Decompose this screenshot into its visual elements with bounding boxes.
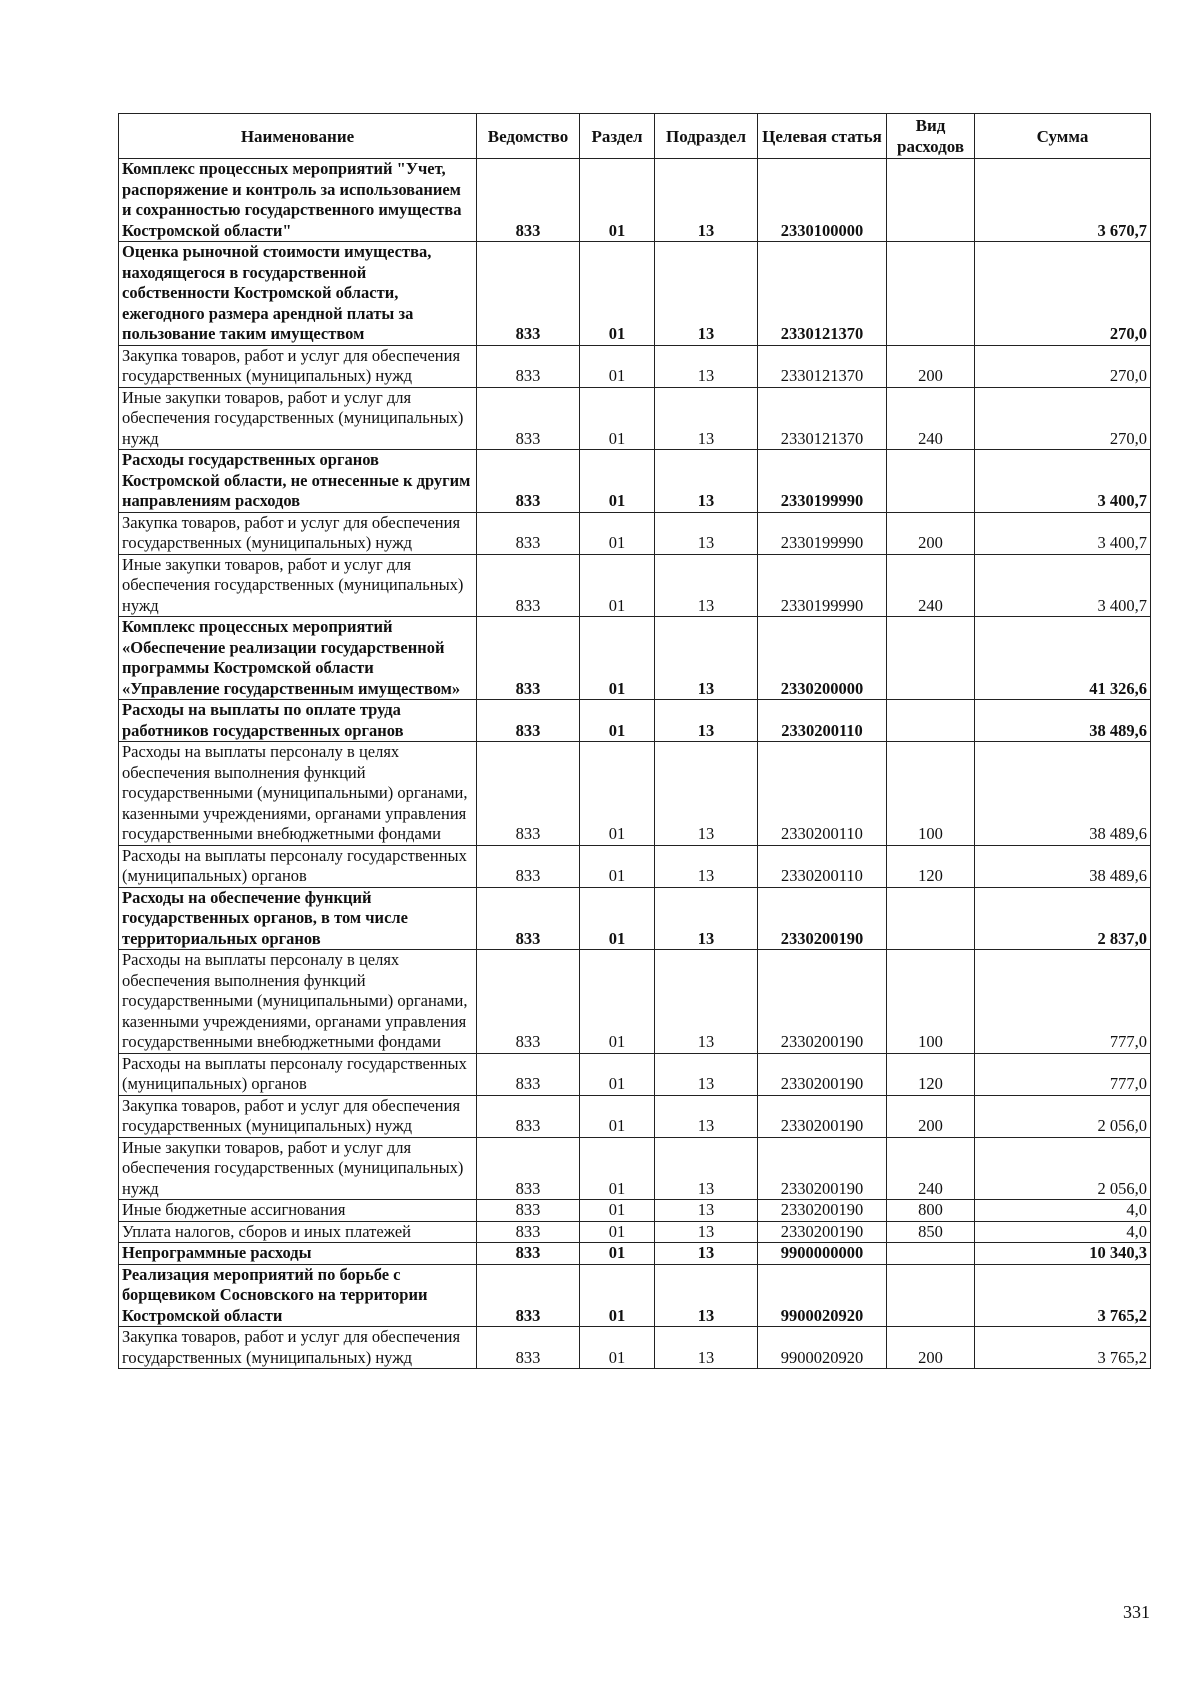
table-row xyxy=(119,700,1151,742)
cell-dept: 833 xyxy=(477,1053,580,1095)
cell-section: 01 xyxy=(580,554,655,617)
cell-type xyxy=(887,242,975,346)
cell-section: 01 xyxy=(580,1137,655,1200)
cell-section: 01 xyxy=(580,1200,655,1222)
table-row xyxy=(119,1243,1151,1265)
cell-subsection: 13 xyxy=(655,950,758,1054)
cell-target: 2330200190 xyxy=(758,1095,887,1137)
cell-name: Закупка товаров, работ и услуг для обеспечения государственных (муниципальных) нужд xyxy=(119,1327,477,1369)
cell-dept: 833 xyxy=(477,845,580,887)
cell-target: 2330200000 xyxy=(758,617,887,700)
cell-dept: 833 xyxy=(477,887,580,950)
cell-amount: 38 489,6 xyxy=(975,700,1151,742)
cell-target: 9900000000 xyxy=(758,1243,887,1265)
header-type: Вид расходов xyxy=(887,114,975,159)
table-row xyxy=(119,554,1151,617)
table-body xyxy=(119,159,1151,1369)
cell-name: Расходы государственных органов Костромской области, не отнесенные к другим направлениям расходов xyxy=(119,450,477,513)
cell-section: 01 xyxy=(580,950,655,1054)
cell-name: Иные закупки товаров, работ и услуг для обеспечения государственных (муниципальных) нужд xyxy=(119,554,477,617)
cell-section: 01 xyxy=(580,1221,655,1243)
cell-dept: 833 xyxy=(477,1264,580,1327)
cell-section: 01 xyxy=(580,450,655,513)
cell-type xyxy=(887,1243,975,1265)
cell-type xyxy=(887,159,975,242)
cell-target: 2330200190 xyxy=(758,950,887,1054)
header-target: Целевая статья xyxy=(758,114,887,159)
cell-subsection: 13 xyxy=(655,1221,758,1243)
header-amount: Сумма xyxy=(975,114,1151,159)
cell-name: Расходы на выплаты персоналу государственных (муниципальных) органов xyxy=(119,845,477,887)
cell-amount: 41 326,6 xyxy=(975,617,1151,700)
table-row xyxy=(119,950,1151,1054)
cell-amount: 270,0 xyxy=(975,387,1151,450)
cell-name: Расходы на выплаты персоналу государственных (муниципальных) органов xyxy=(119,1053,477,1095)
cell-subsection: 13 xyxy=(655,387,758,450)
cell-type: 800 xyxy=(887,1200,975,1222)
cell-dept: 833 xyxy=(477,1137,580,1200)
cell-section: 01 xyxy=(580,1095,655,1137)
cell-type: 200 xyxy=(887,512,975,554)
cell-name: Непрограммные расходы xyxy=(119,1243,477,1265)
cell-subsection: 13 xyxy=(655,1243,758,1265)
cell-amount: 3 400,7 xyxy=(975,512,1151,554)
cell-name: Иные бюджетные ассигнования xyxy=(119,1200,477,1222)
cell-name: Уплата налогов, сборов и иных платежей xyxy=(119,1221,477,1243)
cell-name: Реализация мероприятий по борьбе с борщевиком Сосновского на территории Костромской области xyxy=(119,1264,477,1327)
cell-target: 2330200190 xyxy=(758,1137,887,1200)
cell-subsection: 13 xyxy=(655,554,758,617)
cell-dept: 833 xyxy=(477,1243,580,1265)
cell-amount: 3 670,7 xyxy=(975,159,1151,242)
cell-subsection: 13 xyxy=(655,617,758,700)
cell-dept: 833 xyxy=(477,345,580,387)
cell-dept: 833 xyxy=(477,512,580,554)
header-dept: Ведомство xyxy=(477,114,580,159)
cell-type: 240 xyxy=(887,554,975,617)
table-row xyxy=(119,887,1151,950)
cell-type: 200 xyxy=(887,1095,975,1137)
cell-section: 01 xyxy=(580,1327,655,1369)
table-row xyxy=(119,345,1151,387)
header-row xyxy=(119,114,1151,159)
cell-amount: 2 056,0 xyxy=(975,1095,1151,1137)
cell-target: 2330121370 xyxy=(758,387,887,450)
cell-target: 2330200110 xyxy=(758,845,887,887)
cell-target: 2330200190 xyxy=(758,1053,887,1095)
cell-type: 850 xyxy=(887,1221,975,1243)
table-row xyxy=(119,1221,1151,1243)
cell-name: Расходы на выплаты персоналу в целях обеспечения выполнения функций государственными (муниципальными) органами, казенными учреждениями, органами управления государственными внебюджетными фондами xyxy=(119,742,477,846)
cell-section: 01 xyxy=(580,512,655,554)
table-row xyxy=(119,512,1151,554)
cell-subsection: 13 xyxy=(655,742,758,846)
cell-name: Комплекс процессных мероприятий "Учет, распоряжение и контроль за использованием и сохранностью государственного имущества Костромской области" xyxy=(119,159,477,242)
cell-dept: 833 xyxy=(477,242,580,346)
cell-amount: 3 400,7 xyxy=(975,554,1151,617)
cell-name: Закупка товаров, работ и услуг для обеспечения государственных (муниципальных) нужд xyxy=(119,1095,477,1137)
cell-name: Закупка товаров, работ и услуг для обеспечения государственных (муниципальных) нужд xyxy=(119,345,477,387)
table-row xyxy=(119,450,1151,513)
cell-target: 2330121370 xyxy=(758,242,887,346)
cell-type: 200 xyxy=(887,345,975,387)
cell-subsection: 13 xyxy=(655,1053,758,1095)
cell-section: 01 xyxy=(580,1264,655,1327)
cell-target: 9900020920 xyxy=(758,1264,887,1327)
cell-type xyxy=(887,450,975,513)
table-row xyxy=(119,242,1151,346)
cell-subsection: 13 xyxy=(655,242,758,346)
cell-dept: 833 xyxy=(477,1221,580,1243)
cell-section: 01 xyxy=(580,617,655,700)
cell-target: 9900020920 xyxy=(758,1327,887,1369)
table-row xyxy=(119,845,1151,887)
cell-type: 120 xyxy=(887,1053,975,1095)
cell-subsection: 13 xyxy=(655,1264,758,1327)
cell-type xyxy=(887,700,975,742)
cell-dept: 833 xyxy=(477,617,580,700)
cell-section: 01 xyxy=(580,159,655,242)
cell-dept: 833 xyxy=(477,1200,580,1222)
cell-dept: 833 xyxy=(477,387,580,450)
cell-section: 01 xyxy=(580,742,655,846)
budget-table xyxy=(118,113,1151,1369)
table-row xyxy=(119,1095,1151,1137)
cell-section: 01 xyxy=(580,387,655,450)
table-row xyxy=(119,159,1151,242)
header-subsection: Подраздел xyxy=(655,114,758,159)
cell-subsection: 13 xyxy=(655,159,758,242)
cell-amount: 38 489,6 xyxy=(975,845,1151,887)
cell-subsection: 13 xyxy=(655,512,758,554)
table-row xyxy=(119,387,1151,450)
table-row xyxy=(119,1053,1151,1095)
cell-subsection: 13 xyxy=(655,700,758,742)
cell-section: 01 xyxy=(580,700,655,742)
cell-type: 240 xyxy=(887,1137,975,1200)
table-row xyxy=(119,742,1151,846)
cell-target: 2330199990 xyxy=(758,554,887,617)
cell-section: 01 xyxy=(580,345,655,387)
header-section: Раздел xyxy=(580,114,655,159)
cell-subsection: 13 xyxy=(655,345,758,387)
cell-subsection: 13 xyxy=(655,1327,758,1369)
cell-amount: 2 837,0 xyxy=(975,887,1151,950)
cell-subsection: 13 xyxy=(655,1137,758,1200)
cell-target: 2330199990 xyxy=(758,450,887,513)
cell-type xyxy=(887,617,975,700)
cell-section: 01 xyxy=(580,242,655,346)
cell-amount: 270,0 xyxy=(975,242,1151,346)
cell-target: 2330100000 xyxy=(758,159,887,242)
cell-section: 01 xyxy=(580,845,655,887)
cell-section: 01 xyxy=(580,1243,655,1265)
cell-amount: 3 765,2 xyxy=(975,1327,1151,1369)
cell-type: 100 xyxy=(887,742,975,846)
cell-type: 120 xyxy=(887,845,975,887)
cell-dept: 833 xyxy=(477,700,580,742)
cell-type xyxy=(887,887,975,950)
cell-dept: 833 xyxy=(477,450,580,513)
cell-amount: 4,0 xyxy=(975,1221,1151,1243)
table-row xyxy=(119,1137,1151,1200)
cell-section: 01 xyxy=(580,887,655,950)
cell-amount: 4,0 xyxy=(975,1200,1151,1222)
cell-target: 2330199990 xyxy=(758,512,887,554)
cell-subsection: 13 xyxy=(655,887,758,950)
cell-name: Расходы на выплаты по оплате труда работников государственных органов xyxy=(119,700,477,742)
cell-amount: 2 056,0 xyxy=(975,1137,1151,1200)
cell-name: Оценка рыночной стоимости имущества, находящегося в государственной собственности Костромской области, ежегодного размера арендной платы за пользование таким имуществом xyxy=(119,242,477,346)
table-row xyxy=(119,617,1151,700)
cell-name: Иные закупки товаров, работ и услуг для обеспечения государственных (муниципальных) нужд xyxy=(119,1137,477,1200)
header-name: Наименование xyxy=(119,114,477,159)
cell-name: Закупка товаров, работ и услуг для обеспечения государственных (муниципальных) нужд xyxy=(119,512,477,554)
cell-amount: 777,0 xyxy=(975,1053,1151,1095)
table-row xyxy=(119,1264,1151,1327)
cell-type: 240 xyxy=(887,387,975,450)
cell-amount: 270,0 xyxy=(975,345,1151,387)
cell-dept: 833 xyxy=(477,1327,580,1369)
cell-dept: 833 xyxy=(477,1095,580,1137)
cell-amount: 3 400,7 xyxy=(975,450,1151,513)
cell-name: Иные закупки товаров, работ и услуг для обеспечения государственных (муниципальных) нужд xyxy=(119,387,477,450)
table-row xyxy=(119,1327,1151,1369)
cell-amount: 3 765,2 xyxy=(975,1264,1151,1327)
cell-amount: 38 489,6 xyxy=(975,742,1151,846)
cell-type xyxy=(887,1264,975,1327)
cell-name: Комплекс процессных мероприятий «Обеспечение реализации государственной программы Костромской области «Управление государственным имуществом» xyxy=(119,617,477,700)
table-row xyxy=(119,1200,1151,1222)
cell-type: 100 xyxy=(887,950,975,1054)
cell-dept: 833 xyxy=(477,742,580,846)
cell-amount: 777,0 xyxy=(975,950,1151,1054)
budget-sheet xyxy=(118,113,1150,1369)
cell-target: 2330200190 xyxy=(758,1200,887,1222)
cell-target: 2330200110 xyxy=(758,742,887,846)
cell-subsection: 13 xyxy=(655,1200,758,1222)
cell-dept: 833 xyxy=(477,950,580,1054)
cell-name: Расходы на выплаты персоналу в целях обеспечения выполнения функций государственными (муниципальными) органами, казенными учреждениями, органами управления государственными внебюджетными фондами xyxy=(119,950,477,1054)
cell-name: Расходы на обеспечение функций государственных органов, в том числе территориальных органов xyxy=(119,887,477,950)
cell-type: 200 xyxy=(887,1327,975,1369)
cell-section: 01 xyxy=(580,1053,655,1095)
cell-dept: 833 xyxy=(477,159,580,242)
cell-subsection: 13 xyxy=(655,845,758,887)
cell-dept: 833 xyxy=(477,554,580,617)
cell-target: 2330200190 xyxy=(758,1221,887,1243)
cell-subsection: 13 xyxy=(655,450,758,513)
page-number: 331 xyxy=(1123,1602,1150,1622)
cell-target: 2330121370 xyxy=(758,345,887,387)
cell-subsection: 13 xyxy=(655,1095,758,1137)
cell-target: 2330200110 xyxy=(758,700,887,742)
cell-amount: 10 340,3 xyxy=(975,1243,1151,1265)
cell-target: 2330200190 xyxy=(758,887,887,950)
